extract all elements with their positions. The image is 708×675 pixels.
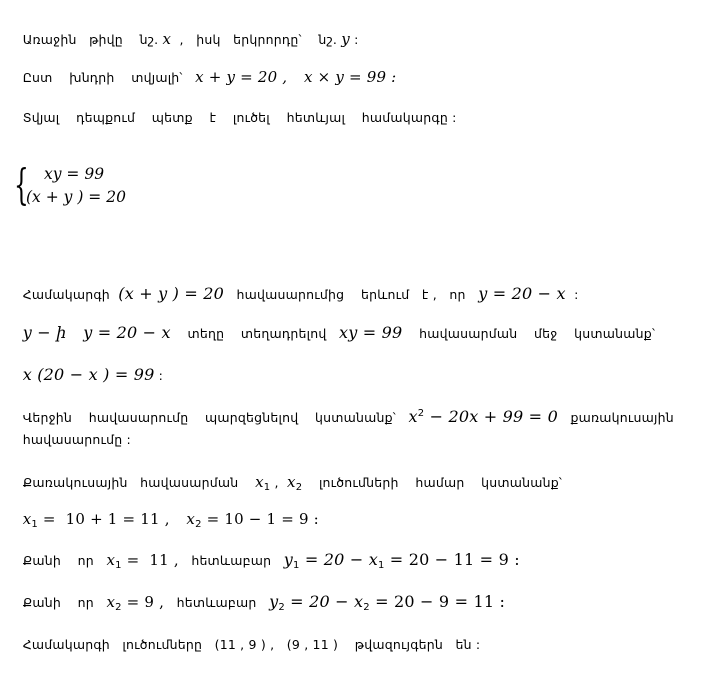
text-part: Քանի որ [22,553,107,568]
intro-text: Առաջին թիվը նշ. [22,32,163,47]
text-part: հավասարման մեջ կստանանք՝ [402,326,656,341]
separator [170,512,187,527]
system-intro-line [6,88,457,148]
y2-expression: = 20 − x [284,592,364,611]
separator [287,70,304,85]
equation-system [14,160,174,214]
system-intro-text: Տվյալ դեպքում պետք է լուծել հետևյալ համակարգը : [22,110,457,125]
y2-value: = 20 − 9 = 11 : [369,592,506,611]
quadratic-var: x [408,407,418,426]
root-x1-value: = 10 + 1 = 11 , [37,510,170,528]
subscript: 2 [195,519,202,530]
brace-symbol: { [14,160,29,209]
quadratic-equation: − 20x + 99 = 0 [424,407,558,426]
system-equation-2: (x + y ) = 20 [26,188,126,206]
subscript: 1 [293,560,300,571]
subscript: 1 [263,482,271,493]
text-part: լուծումների համար կստանանք՝ [302,475,563,490]
text-part: տեղը տեղադրելով [170,326,339,341]
root-x2: x [106,593,116,611]
root-x2: x [287,473,296,491]
text-part: հետևաբար [178,553,284,568]
sum-equation: (x + y ) = 20 [118,284,224,303]
var-x: x [162,30,172,48]
text-part: Քանի որ [22,595,107,610]
text-part: հետևաբար [164,595,270,610]
root-x1: x [106,551,116,569]
y1-value: = 20 − 11 = 9 : [384,550,520,569]
separator [66,326,83,341]
line-end: : [154,368,164,383]
text-part: Համակարգի [22,287,119,302]
text-part: հավասարումը : [22,432,131,447]
text-part: հավասարումից երևում է , որ [224,287,479,302]
var-y: y [341,30,350,48]
line-end: : [565,287,579,302]
sum-equation: x + y = 20 , [195,68,288,86]
intro-text-mid: , իսկ երկրորդը՝ նշ. [171,32,342,47]
subscript: 2 [278,602,285,613]
y1-expression: = 20 − x [299,550,378,569]
subscript: 1 [31,519,38,530]
root-x2: x [186,510,196,528]
subscript: 1 [377,560,385,571]
x2-value: = 9 , [121,593,165,611]
product-equation: x × y = 99 : [303,68,397,86]
system-equation-1: xy = 99 [44,165,105,183]
root-x2-value: = 10 − 1 = 9 : [201,510,319,528]
intro-end: : [349,32,359,47]
text-part: Քառակուսային հավասարման [22,475,256,490]
subscript: 2 [115,602,122,613]
subscript: 2 [295,482,303,493]
subscript: 1 [115,560,122,571]
text-part: քառակուսային [557,410,674,425]
conclusion-line [6,615,480,675]
condition-text: Ըստ խնդրի տվյալի՝ [22,70,196,85]
y-label: y − ի [22,323,67,342]
exponent: 2 [417,408,425,419]
x1-value: = 11 , [121,551,179,569]
separator: , [270,475,288,490]
root-x1: x [22,510,32,528]
text-part: Վերջին հավասարումը պարզեցնելով կստանանք՝ [22,410,409,425]
var-y1: y [283,550,294,569]
substituted-equation: x (20 − x ) = 99 [22,365,155,384]
root-x1: x [255,473,264,491]
conclusion-text: Համակարգի լուծումները (11 , 9 ) , (9 , 11 ) թվազույգերն են : [22,637,481,652]
var-y2: y [269,592,279,611]
y-expression: y = 20 − x [478,284,566,303]
y-expression: y = 20 − x [83,323,171,342]
product-equation: xy = 99 [339,323,403,342]
subscript: 2 [363,602,370,613]
